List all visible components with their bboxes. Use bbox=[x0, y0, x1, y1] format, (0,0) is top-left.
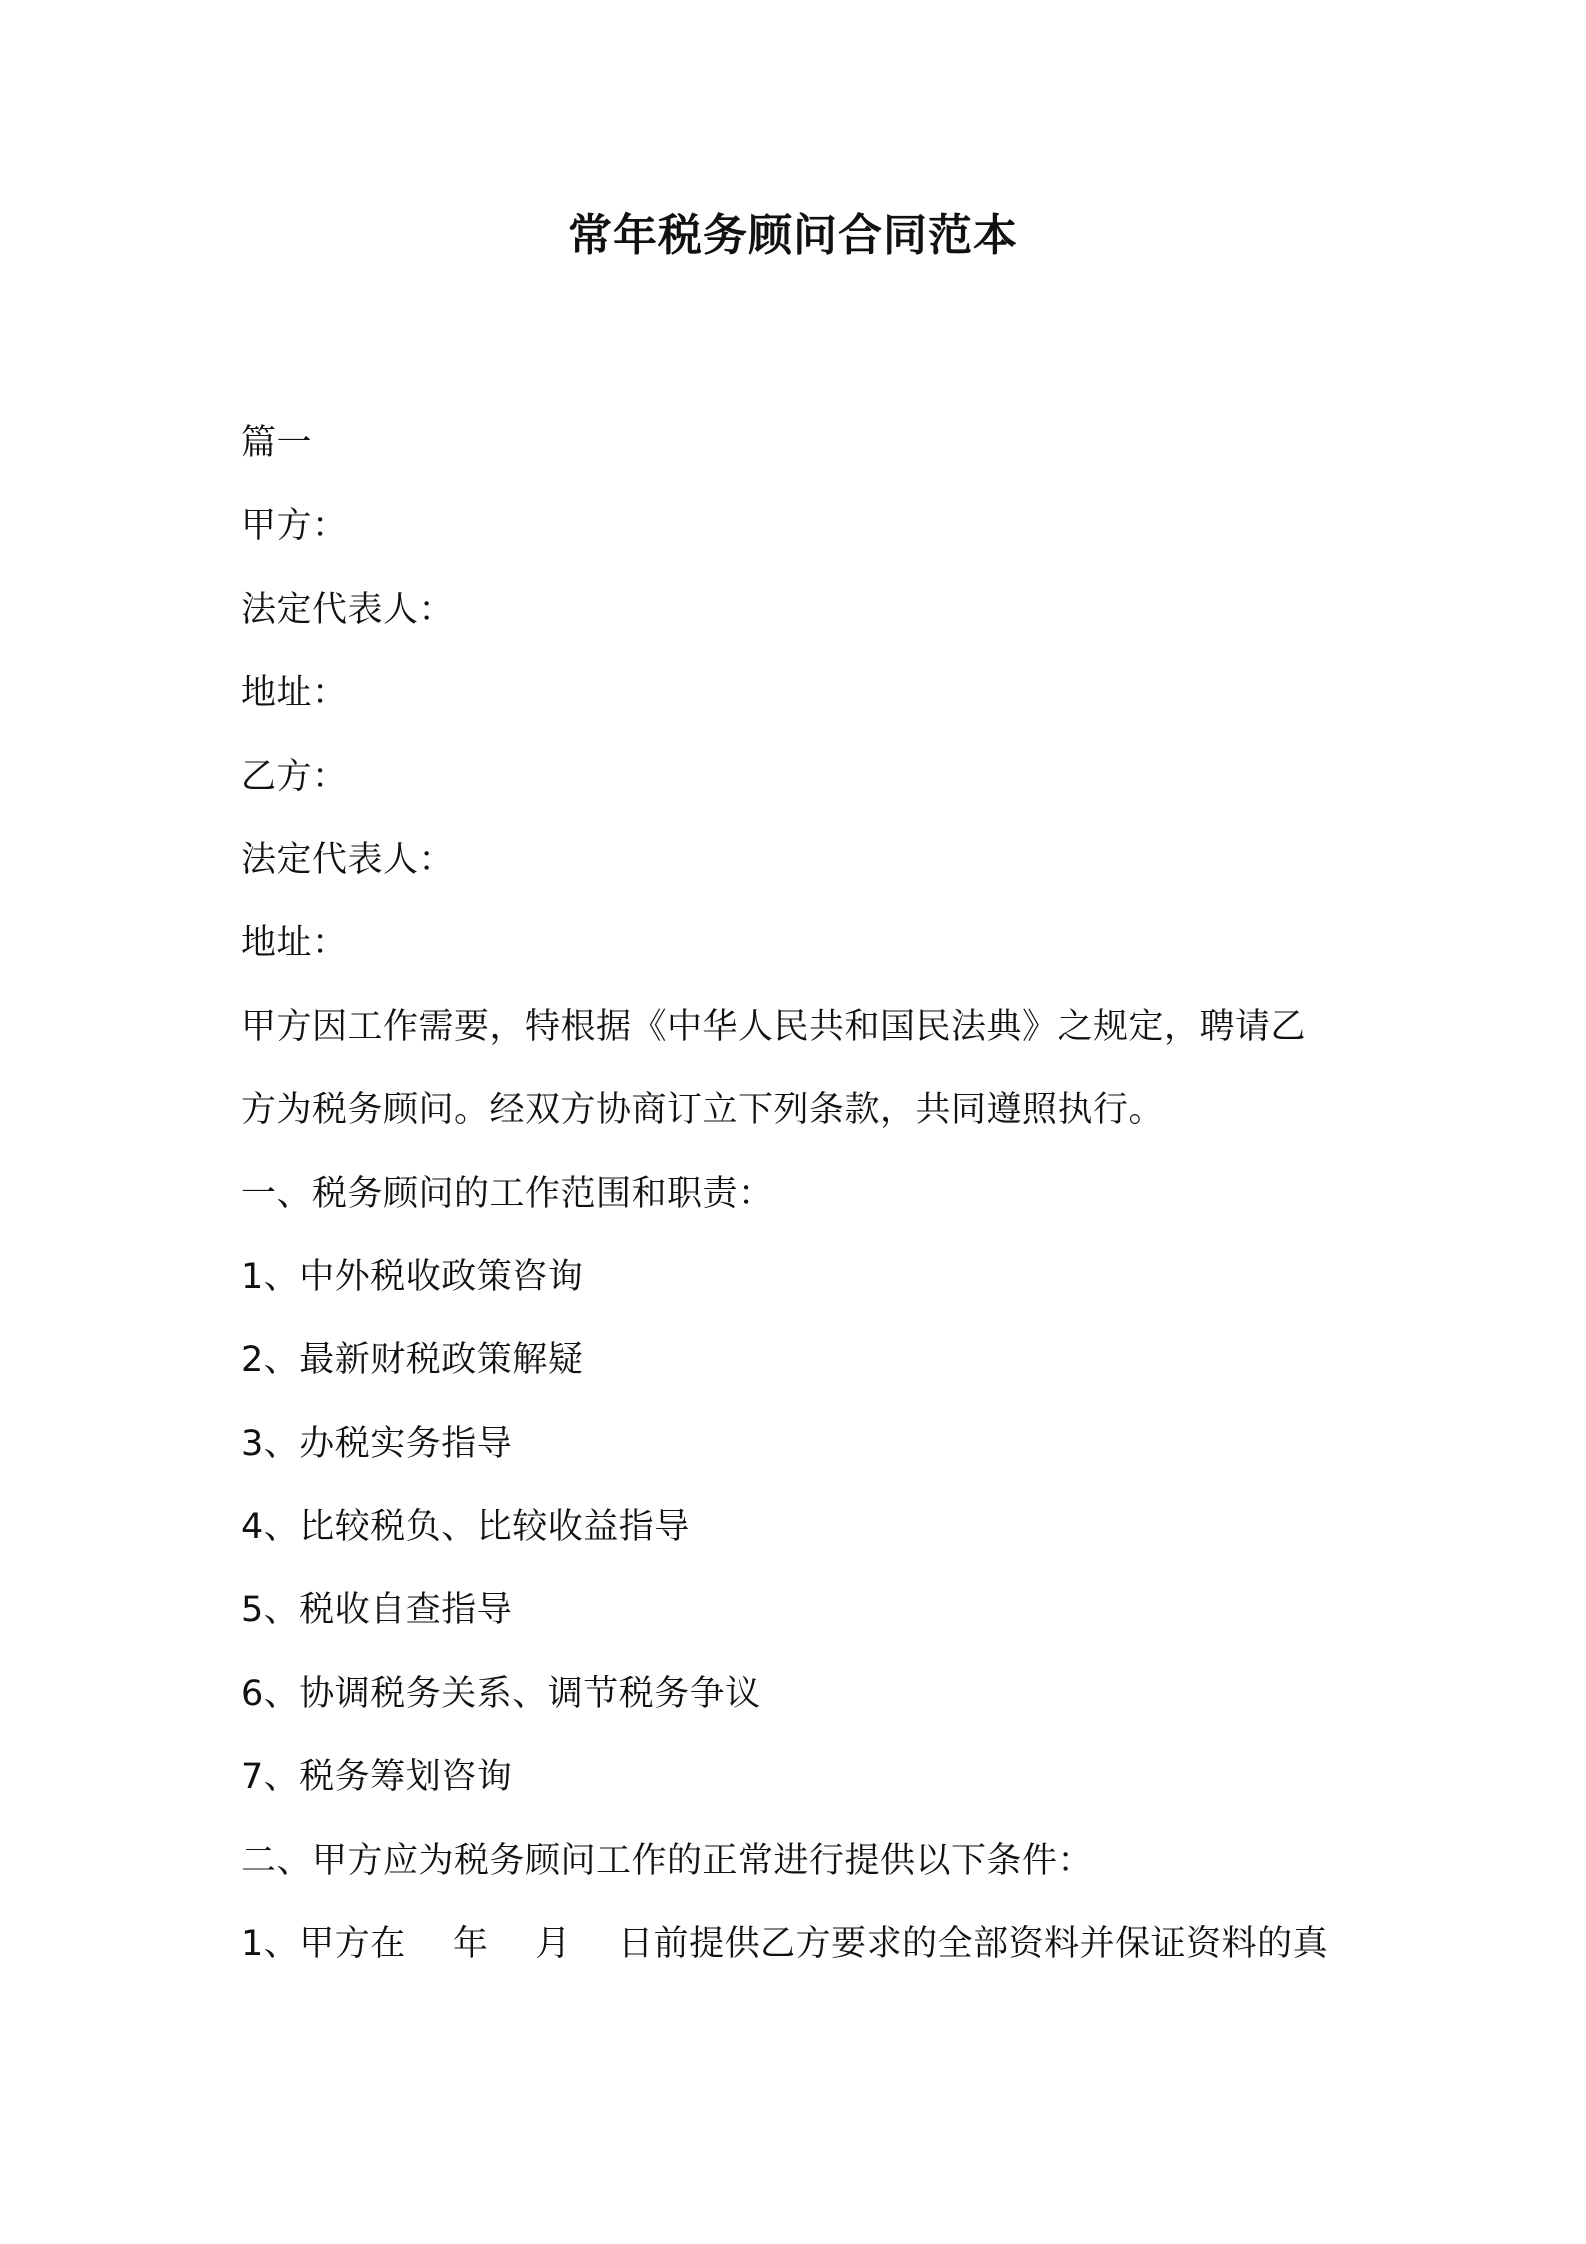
preamble-line-2: 方为税务顾问。经双方协商订立下列条款，共同遵照执行。 bbox=[241, 1090, 1165, 1131]
document-body bbox=[241, 402, 1361, 1986]
clause-2-heading: 二、甲方应为税务顾问工作的正常进行提供以下条件： bbox=[241, 1840, 1094, 1881]
clause-1-item: 1、中外税收政策咨询 bbox=[241, 1256, 584, 1297]
party-b-address-label: 地址： bbox=[241, 923, 348, 964]
clause-1-item: 7、税务筹划咨询 bbox=[241, 1757, 513, 1798]
clause-1-heading: 一、税务顾问的工作范围和职责： bbox=[241, 1173, 774, 1214]
party-a-label: 甲方： bbox=[241, 506, 348, 547]
clause-2-item: 1、甲方在 年 月 日前提供乙方要求的全部资料并保证资料的真 bbox=[241, 1924, 1329, 1965]
document-title: 常年税务顾问合同范本 bbox=[568, 210, 1018, 261]
preamble-line-1: 甲方因工作需要，特根据《中华人民共和国民法典》之规定，聘请乙 bbox=[241, 1006, 1307, 1047]
section-heading: 篇一 bbox=[241, 423, 313, 463]
party-a-address-label: 地址： bbox=[241, 673, 348, 714]
party-a-representative-label: 法定代表人： bbox=[241, 589, 455, 630]
clause-1-item: 6、协调税务关系、调节税务争议 bbox=[241, 1673, 761, 1714]
clause-1-item: 2、最新财税政策解疑 bbox=[241, 1340, 584, 1381]
party-b-label: 乙方： bbox=[241, 756, 348, 797]
clause-1-item: 5、税收自查指导 bbox=[241, 1590, 513, 1631]
clause-1-item: 3、办税实务指导 bbox=[241, 1423, 513, 1464]
party-b-representative-label: 法定代表人： bbox=[241, 839, 455, 880]
clause-1-item: 4、比较税负、比较收益指导 bbox=[241, 1507, 690, 1548]
